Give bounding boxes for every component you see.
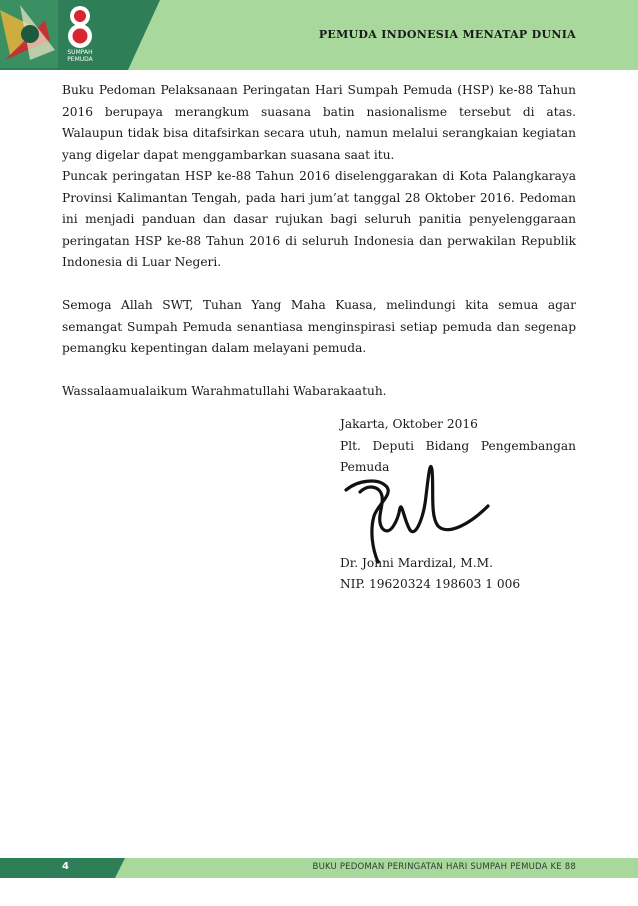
signer-nip: NIP. 19620324 198603 1 006 <box>340 577 521 591</box>
signer-name: Dr. Jonni Mardizal, M.M. <box>340 555 494 570</box>
sumpah-pemuda-88-logo <box>0 0 120 68</box>
paragraph-3: Semoga Allah SWT, Tuhan Yang Maha Kuasa, melindungi kita semua agar semangat Sumpah Pemuda senantiasa menginspirasi setiap pemuda dan segenap pemangku kepentingan dalam melayani pemuda. <box>62 298 576 355</box>
place-date: Jakarta, Oktober 2016 <box>340 417 478 431</box>
paragraph-1: Buku Pedoman Pelaksanaan Peringatan Hari Sumpah Pemuda (HSP) ke-88 Tahun 2016 berupaya merangkum suasana batin nasionalisme tersebut di atas. Walaupun tidak bisa ditafsirkan secara utuh, namun melalui serangkaian kegiatan yang digelar dapat menggambarkan suasana saat itu. <box>62 83 576 162</box>
footer-title: BUKU PEDOMAN PERINGATAN HARI SUMPAH PEMUDA KE 88 <box>312 862 576 872</box>
logo-line2: PEMUDA <box>67 56 93 63</box>
paragraph-4: Wassalaamualaikum Warahmatullahi Wabarakaatuh. <box>62 384 387 398</box>
handwritten-signature <box>338 450 498 570</box>
paragraph-2: Puncak peringatan HSP ke-88 Tahun 2016 diselenggarakan di Kota Palangkaraya Provinsi Kalimantan Tengah, pada hari jum’at tanggal 28 Oktober 2016. Pedoman ini menjadi panduan dan dasar rujukan bagi seluruh panitia penyelenggaraan peringatan HSP ke-88 Tahun 2016 di seluruh Indonesia dan perwakilan Republik Indonesia di Luar Negeri. <box>62 169 576 269</box>
logo-line1: SUMPAH <box>67 49 93 56</box>
page-number: 4 <box>62 861 69 872</box>
body-text <box>62 80 576 403</box>
header-title: PEMUDA INDONESIA MENATAP DUNIA <box>318 28 576 41</box>
signer-position: Plt. Deputi Bidang Pengembangan Pemuda <box>340 438 576 474</box>
